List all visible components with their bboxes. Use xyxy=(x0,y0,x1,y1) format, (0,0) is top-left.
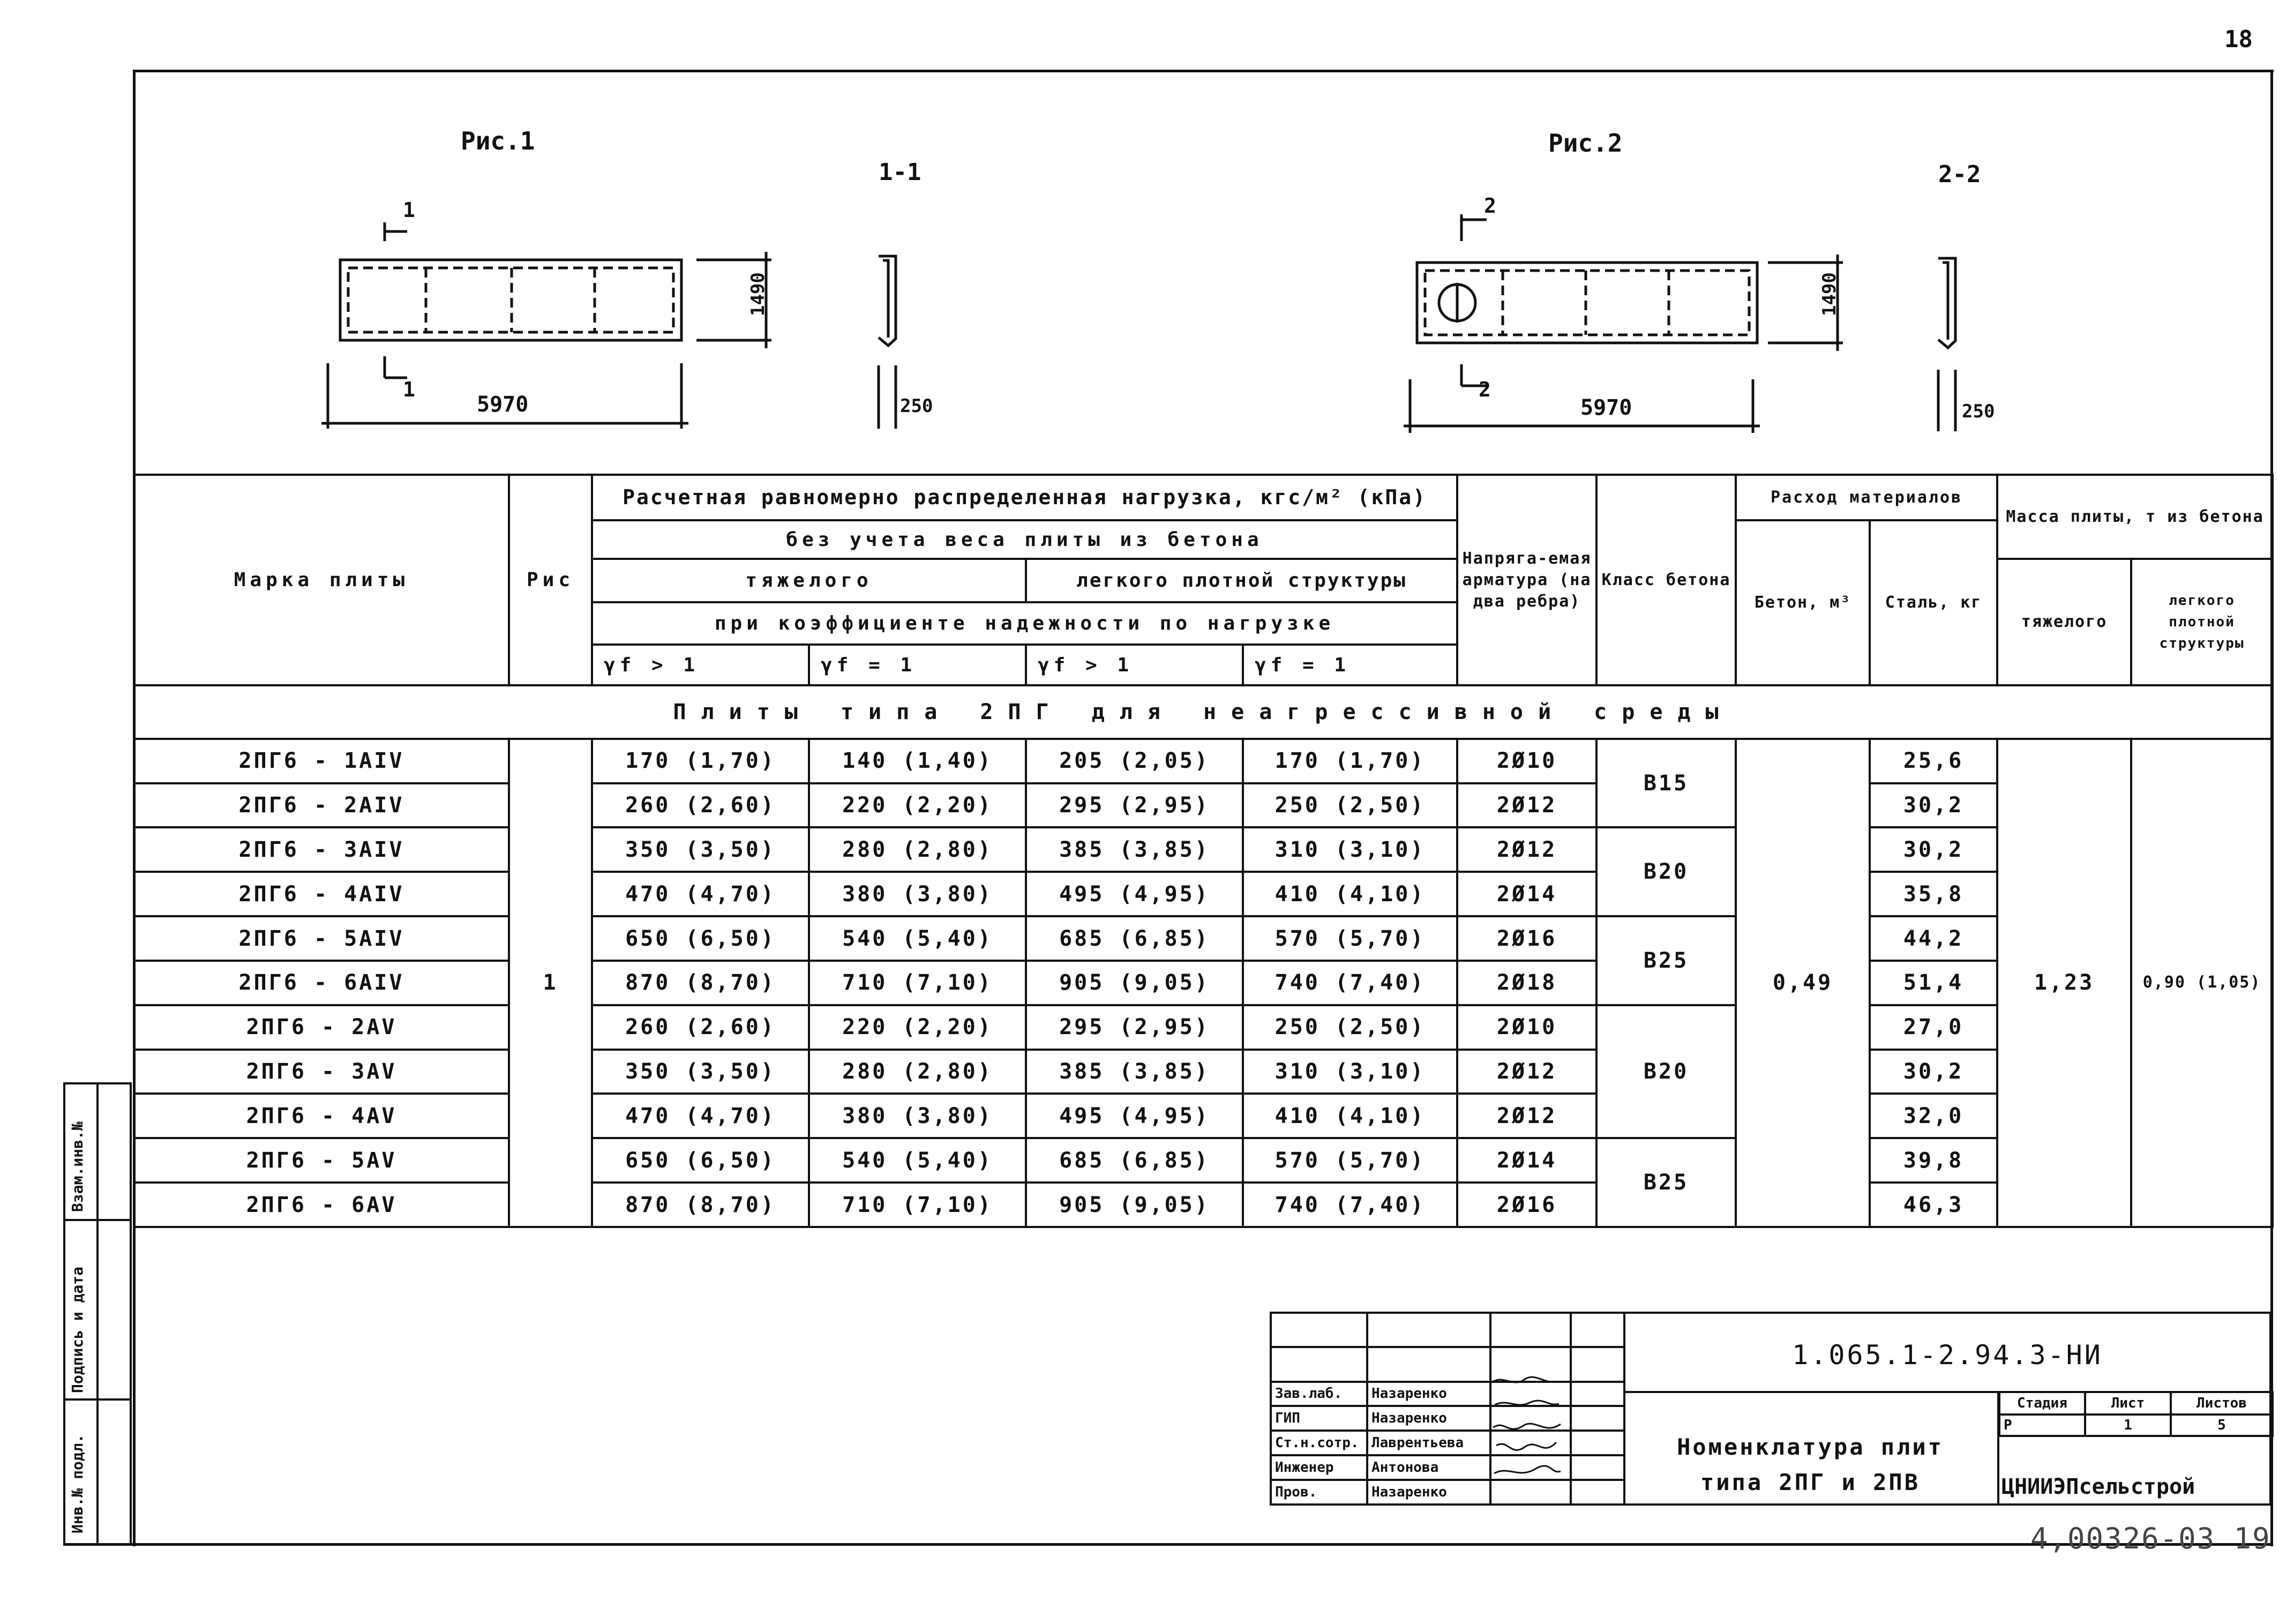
cell-heavy-gf-gt1: 470 (4,70) xyxy=(592,872,809,916)
header-concrete-class: Класс бетона xyxy=(1596,475,1736,685)
cell-rebar: 2Ø10 xyxy=(1457,1005,1596,1050)
header-mass: Масса плиты, т из бетона xyxy=(1997,475,2273,559)
cell-concrete-class: В15 xyxy=(1596,739,1736,828)
cell-steel: 30,2 xyxy=(1870,827,1997,872)
cell-light-gf-gt1: 385 (3,85) xyxy=(1026,1050,1243,1094)
sheet-value: 1 xyxy=(2085,1415,2171,1436)
cell-heavy-gf-eq1: 220 (2,20) xyxy=(809,1005,1026,1050)
cell-mass-light: 0,90 (1,05) xyxy=(2131,739,2273,1227)
header-fig: Рис xyxy=(509,475,592,685)
stage-value: Р xyxy=(1999,1415,2085,1436)
header-gf2: γf = 1 xyxy=(809,645,1026,686)
cell-heavy-gf-eq1: 280 (2,80) xyxy=(809,827,1026,872)
side-label-inv-orig: Инв.№ подл. xyxy=(69,1434,86,1533)
table-row-mark: 2ПГ6 - 5АV xyxy=(134,1138,509,1183)
plate-drawings xyxy=(0,0,2294,472)
organization-name: ЦНИИЭПсельстрой xyxy=(2001,1475,2195,1499)
cell-light-gf-gt1: 385 (3,85) xyxy=(1026,827,1243,872)
document-title-line1: Номенклатура плит xyxy=(1677,1434,1944,1460)
cell-light-gf-gt1: 685 (6,85) xyxy=(1026,916,1243,961)
signer-name: Назаренко xyxy=(1367,1382,1490,1406)
fig1-width: 1490 xyxy=(747,272,769,316)
header-light: легкого плотной структуры xyxy=(1026,559,1457,602)
signer-name: Лаврентьева xyxy=(1367,1431,1490,1455)
cell-light-gf-gt1: 295 (2,95) xyxy=(1026,783,1243,828)
signer-role: Ст.н.сотр. xyxy=(1271,1431,1367,1455)
cell-steel: 51,4 xyxy=(1870,961,1997,1005)
cell-steel: 27,0 xyxy=(1870,1005,1997,1050)
cell-light-gf-eq1: 170 (1,70) xyxy=(1243,739,1457,783)
table-row-mark: 2ПГ6 - 1АIV xyxy=(134,739,509,783)
cell-heavy-gf-eq1: 540 (5,40) xyxy=(809,1138,1026,1183)
title-block-signatures xyxy=(1270,1312,1625,1506)
fig1-plate-plan xyxy=(321,222,771,429)
frame-bottom xyxy=(63,1543,2273,1546)
fig2-width: 1490 xyxy=(1819,272,1840,316)
cell-concrete-class: В20 xyxy=(1596,827,1736,916)
signer-name: Назаренко xyxy=(1367,1406,1490,1431)
fig1-section-label: 1-1 xyxy=(879,159,921,186)
fig1-section xyxy=(879,256,896,429)
cell-heavy-gf-gt1: 870 (8,70) xyxy=(592,961,809,1005)
fig1-cut-bottom: 1 xyxy=(403,378,415,401)
cell-concrete-class: В20 xyxy=(1596,1005,1736,1138)
cell-heavy-gf-gt1: 170 (1,70) xyxy=(592,739,809,783)
cell-light-gf-eq1: 740 (7,40) xyxy=(1243,1183,1457,1227)
table-row-mark: 2ПГ6 - 3АIV xyxy=(134,827,509,872)
cell-heavy-gf-gt1: 260 (2,60) xyxy=(592,783,809,828)
table-row-mark: 2ПГ6 - 5АIV xyxy=(134,916,509,961)
sheets-value: 5 xyxy=(2171,1415,2273,1436)
fig1-label: Рис.1 xyxy=(461,126,535,155)
cell-heavy-gf-eq1: 280 (2,80) xyxy=(809,1050,1026,1094)
signer-role: Пров. xyxy=(1271,1480,1367,1505)
cell-light-gf-gt1: 685 (6,85) xyxy=(1026,1138,1243,1183)
fig1-cut-top: 1 xyxy=(403,198,415,222)
cell-heavy-gf-gt1: 870 (8,70) xyxy=(592,1183,809,1227)
header-steel: Сталь, кг xyxy=(1870,520,1997,686)
header-load-sub: без учета веса плиты из бетона xyxy=(592,520,1457,559)
side-label-replace-inv: Взам.инв.№ xyxy=(69,1121,86,1212)
fig2-cut-top: 2 xyxy=(1484,194,1496,218)
cell-heavy-gf-eq1: 220 (2,20) xyxy=(809,783,1026,828)
cell-heavy-gf-gt1: 650 (6,50) xyxy=(592,916,809,961)
cell-rebar: 2Ø10 xyxy=(1457,739,1596,783)
cell-heavy-gf-eq1: 380 (3,80) xyxy=(809,1094,1026,1138)
cell-steel: 30,2 xyxy=(1870,783,1997,828)
cell-heavy-gf-gt1: 350 (3,50) xyxy=(592,1050,809,1094)
signer-name: Антонова xyxy=(1367,1455,1490,1480)
cell-steel: 35,8 xyxy=(1870,872,1997,916)
plate-nomenclature-table xyxy=(133,474,2274,1228)
header-gf1: γf > 1 xyxy=(592,645,809,686)
table-row-mark: 2ПГ6 - 2АV xyxy=(134,1005,509,1050)
cell-light-gf-eq1: 410 (4,10) xyxy=(1243,1094,1457,1138)
cell-rebar: 2Ø14 xyxy=(1457,1138,1596,1183)
cell-heavy-gf-gt1: 350 (3,50) xyxy=(592,827,809,872)
signature-scribbles xyxy=(1487,1372,1567,1506)
cell-mass-heavy: 1,23 xyxy=(1997,739,2131,1227)
sheet-label: Лист xyxy=(2085,1392,2171,1415)
cell-heavy-gf-eq1: 380 (3,80) xyxy=(809,872,1026,916)
cell-light-gf-eq1: 250 (2,50) xyxy=(1243,1005,1457,1050)
header-gf4: γf = 1 xyxy=(1243,645,1457,686)
cell-rebar: 2Ø12 xyxy=(1457,1094,1596,1138)
header-materials: Расход материалов xyxy=(1736,475,1997,520)
header-concrete-vol: Бетон, м³ xyxy=(1736,520,1870,686)
fig2-label: Рис.2 xyxy=(1548,129,1623,158)
cell-light-gf-gt1: 495 (4,95) xyxy=(1026,1094,1243,1138)
header-mark: Марка плиты xyxy=(134,475,509,685)
cell-heavy-gf-gt1: 650 (6,50) xyxy=(592,1138,809,1183)
cell-concrete-class: В25 xyxy=(1596,1138,1736,1227)
table-row-mark: 2ПГ6 - 6АIV xyxy=(134,961,509,1005)
cell-light-gf-gt1: 905 (9,05) xyxy=(1026,961,1243,1005)
cell-heavy-gf-gt1: 470 (4,70) xyxy=(592,1094,809,1138)
cell-heavy-gf-eq1: 710 (7,10) xyxy=(809,1183,1026,1227)
fig2-length: 5970 xyxy=(1580,395,1632,420)
fig2-section-label: 2-2 xyxy=(1938,161,1981,188)
cell-rebar: 2Ø16 xyxy=(1457,1183,1596,1227)
header-load-title: Расчетная равномерно распределенная нагрузка, кгс/м² (кПа) xyxy=(592,475,1457,520)
header-mass-light: легкого плотной структуры xyxy=(2131,559,2273,685)
document-title-line2: типа 2ПГ и 2ПВ xyxy=(1700,1469,1920,1495)
cell-heavy-gf-eq1: 140 (1,40) xyxy=(809,739,1026,783)
cell-heavy-gf-eq1: 710 (7,10) xyxy=(809,961,1026,1005)
stage-label: Стадия xyxy=(1999,1392,2085,1415)
cell-steel: 25,6 xyxy=(1870,739,1997,783)
cell-light-gf-gt1: 205 (2,05) xyxy=(1026,739,1243,783)
sheets-label: Листов xyxy=(2171,1392,2273,1415)
cell-rebar: 2Ø12 xyxy=(1457,827,1596,872)
cell-heavy-gf-gt1: 260 (2,60) xyxy=(592,1005,809,1050)
signer-role: ГИП xyxy=(1271,1406,1367,1431)
cell-light-gf-eq1: 310 (3,10) xyxy=(1243,1050,1457,1094)
cell-light-gf-eq1: 740 (7,40) xyxy=(1243,961,1457,1005)
fig2-section xyxy=(1938,258,1955,431)
section-title: Плиты типа 2ПГ для неагрессивной среды xyxy=(134,685,2273,738)
signer-role: Инженер xyxy=(1271,1455,1367,1480)
stage-sheet-table xyxy=(1998,1391,2274,1437)
archive-stamp: 4,00326-03 19 xyxy=(2030,1522,2271,1555)
page-number: 18 xyxy=(2224,26,2253,53)
cell-light-gf-eq1: 310 (3,10) xyxy=(1243,827,1457,872)
cell-light-gf-eq1: 570 (5,70) xyxy=(1243,1138,1457,1183)
cell-light-gf-eq1: 250 (2,50) xyxy=(1243,783,1457,828)
header-heavy: тяжелого xyxy=(592,559,1026,602)
cell-steel: 39,8 xyxy=(1870,1138,1997,1183)
cell-concrete-class: В25 xyxy=(1596,916,1736,1005)
table-row-mark: 2ПГ6 - 3АV xyxy=(134,1050,509,1094)
document-code: 1.065.1-2.94.3-НИ xyxy=(1792,1339,2103,1371)
fig-value-cell: 1 xyxy=(509,739,592,1227)
table-row-mark: 2ПГ6 - 4АIV xyxy=(134,872,509,916)
fig2-height: 250 xyxy=(1962,401,1995,422)
signer-name: Назаренко xyxy=(1367,1480,1490,1505)
cell-steel: 46,3 xyxy=(1870,1183,1997,1227)
cell-light-gf-gt1: 295 (2,95) xyxy=(1026,1005,1243,1050)
cell-rebar: 2Ø16 xyxy=(1457,916,1596,961)
header-mass-heavy: тяжелого xyxy=(1997,559,2131,685)
signer-role: Зав.лаб. xyxy=(1271,1382,1367,1406)
cell-light-gf-gt1: 905 (9,05) xyxy=(1026,1183,1243,1227)
cell-heavy-gf-eq1: 540 (5,40) xyxy=(809,916,1026,961)
cell-light-gf-eq1: 410 (4,10) xyxy=(1243,872,1457,916)
cell-steel: 44,2 xyxy=(1870,916,1997,961)
header-rebar: Напряга-емая арматура (на два ребра) xyxy=(1457,475,1596,685)
fig1-length: 5970 xyxy=(477,392,529,417)
cell-rebar: 2Ø12 xyxy=(1457,783,1596,828)
table-row-mark: 2ПГ6 - 2АIV xyxy=(134,783,509,828)
table-row-mark: 2ПГ6 - 4АV xyxy=(134,1094,509,1138)
table-row-mark: 2ПГ6 - 6АV xyxy=(134,1183,509,1227)
side-label-sign-date: Подпись и дата xyxy=(69,1266,86,1393)
header-gf3: γf > 1 xyxy=(1026,645,1243,686)
header-coef: при коэффициенте надежности по нагрузке xyxy=(592,602,1457,645)
cell-rebar: 2Ø12 xyxy=(1457,1050,1596,1094)
cell-rebar: 2Ø14 xyxy=(1457,872,1596,916)
cell-steel: 32,0 xyxy=(1870,1094,1997,1138)
cell-concrete-volume: 0,49 xyxy=(1736,739,1870,1227)
cell-rebar: 2Ø18 xyxy=(1457,961,1596,1005)
cell-light-gf-eq1: 570 (5,70) xyxy=(1243,916,1457,961)
cell-light-gf-gt1: 495 (4,95) xyxy=(1026,872,1243,916)
fig2-cut-bottom: 2 xyxy=(1479,378,1491,401)
fig1-height: 250 xyxy=(900,395,933,417)
cell-steel: 30,2 xyxy=(1870,1050,1997,1094)
